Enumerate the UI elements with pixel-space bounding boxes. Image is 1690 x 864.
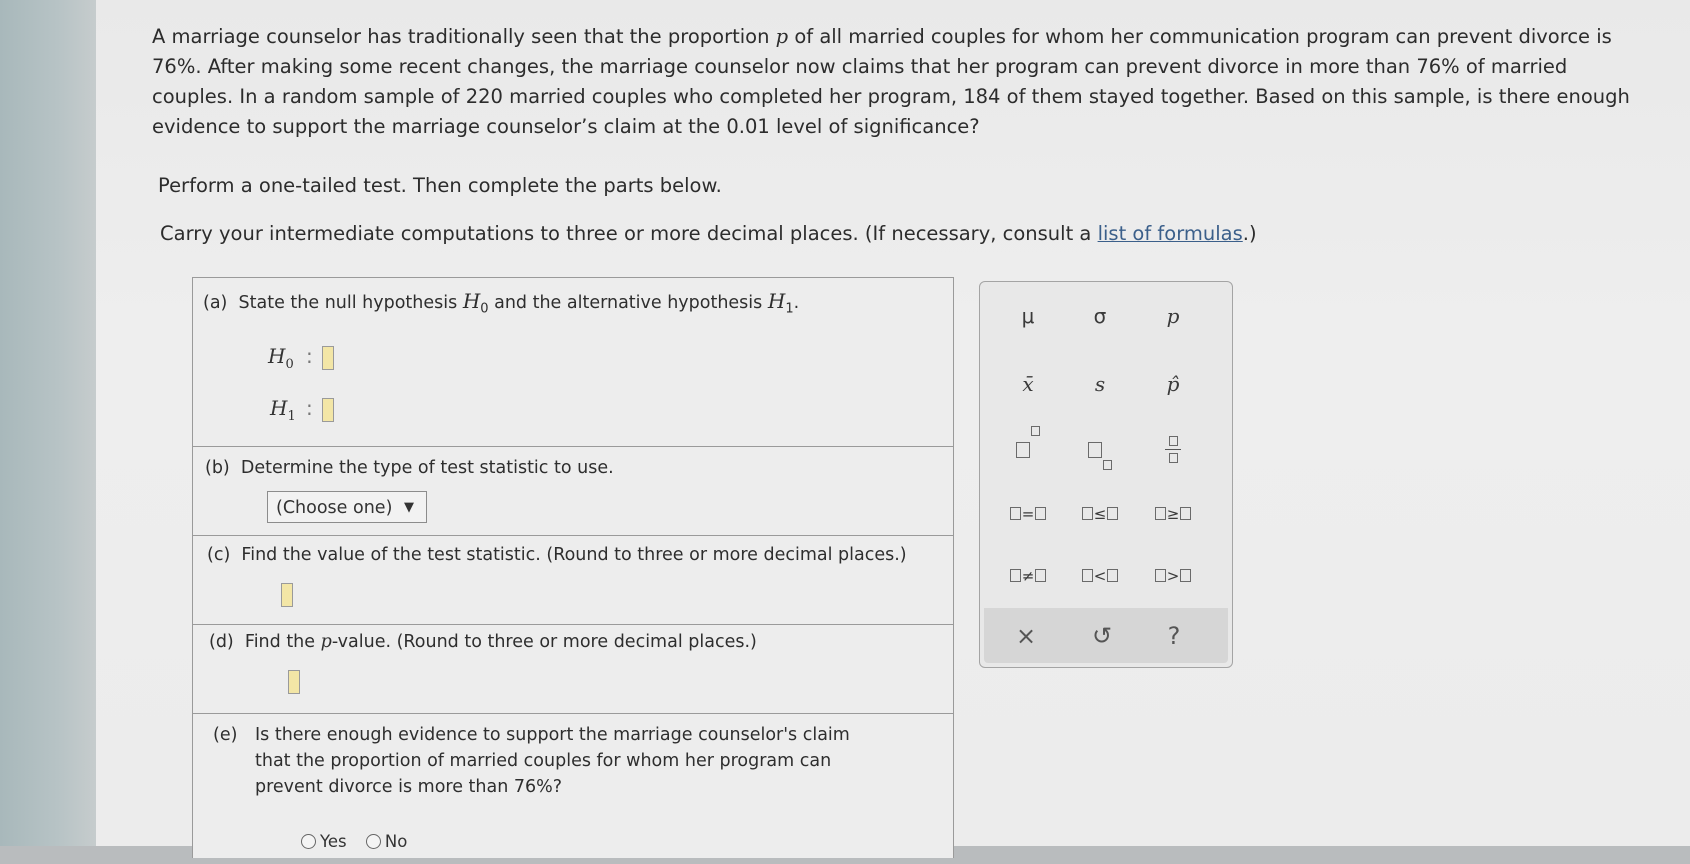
equals-symbol: = — [1021, 504, 1035, 523]
not-equal-symbol: ≠ — [1021, 566, 1035, 585]
option-yes[interactable] — [301, 832, 347, 851]
h0-answer-box[interactable] — [322, 346, 334, 370]
part-d — [193, 625, 953, 714]
part-e-label: (e) — [213, 725, 238, 745]
part-b-label: (b) — [205, 458, 230, 478]
part-e — [193, 714, 953, 864]
left-margin — [0, 0, 96, 846]
less-than-symbol: < — [1093, 566, 1107, 585]
part-c — [193, 536, 953, 625]
h0-colon: : — [306, 344, 313, 368]
h0-symbol: H — [462, 289, 481, 313]
part-a-text-mid: and the alternative hypothesis — [488, 293, 768, 313]
h0-row-subscript: 0 — [285, 357, 294, 372]
h0-row-letter: H — [268, 344, 286, 368]
part-b — [193, 447, 953, 536]
undo-icon[interactable]: ↺ — [1091, 622, 1113, 650]
problem-text-2: of all married couples for whom her communication program can prevent divorce is 76%. After making some recent changes, the marriage counselor now claims that her program can prevent divorce in more than 76% of married couples. In a random sample of 220 married couples who completed her program, 184 of them stayed together. Based on this sample, is there enough evidence to support the marriage counselor’s claim at the 0.01 level of significance? — [152, 25, 1630, 138]
question-panel — [192, 277, 954, 858]
sigma-button[interactable]: σ — [1093, 304, 1107, 328]
problem-statement — [152, 22, 1652, 142]
dropdown-arrow-icon: ▼ — [404, 500, 414, 515]
p-button[interactable]: p — [1166, 304, 1180, 328]
superscript-button[interactable] — [998, 426, 1058, 470]
instruction-decimals — [160, 222, 1257, 245]
part-a-text-pre: State the null hypothesis — [238, 293, 463, 313]
fraction-button[interactable] — [1143, 426, 1203, 470]
h1-row-letter: H — [270, 396, 288, 420]
math-keypad — [979, 281, 1233, 668]
h1-subscript: 1 — [785, 301, 794, 317]
h1-row-subscript: 1 — [287, 409, 296, 424]
greater-equal-symbol: ≥ — [1166, 504, 1180, 523]
subscript-icon — [1088, 436, 1112, 460]
part-b-prompt — [205, 455, 614, 481]
radio-yes-icon[interactable] — [301, 834, 316, 849]
less-equal-symbol: ≤ — [1093, 504, 1107, 523]
s-button[interactable]: s — [1094, 372, 1106, 396]
less-than-button[interactable] — [1070, 552, 1130, 596]
greater-equal-button[interactable] — [1143, 490, 1203, 534]
radio-no-icon[interactable] — [366, 834, 381, 849]
xbar-button[interactable]: x̄ — [1022, 372, 1034, 396]
part-d-text-pre: Find the — [244, 632, 321, 652]
select-value: (Choose one) — [276, 498, 393, 518]
yes-no-options — [301, 832, 421, 851]
option-no[interactable] — [366, 832, 407, 851]
clear-icon[interactable]: × — [1015, 622, 1037, 650]
h1-answer-box[interactable] — [322, 398, 334, 422]
part-d-label: (d) — [209, 632, 234, 652]
part-c-label: (c) — [207, 545, 231, 565]
keypad-footer — [984, 608, 1228, 663]
help-icon[interactable]: ? — [1167, 622, 1181, 650]
part-e-text: Is there enough evidence to support the marriage counselor's claim that the proportion of married couples for whom her program can prevent divorce is more than 76%? — [255, 725, 850, 797]
part-a-text-post: . — [793, 293, 800, 313]
part-b-text: Determine the type of test statistic to use. — [240, 458, 614, 478]
part-c-prompt — [207, 542, 907, 568]
test-statistic-answer-box[interactable] — [281, 583, 293, 607]
greater-than-symbol: > — [1166, 566, 1180, 585]
superscript-icon — [1016, 436, 1040, 460]
equals-button[interactable] — [998, 490, 1058, 534]
formulas-link[interactable]: list of formulas — [1097, 222, 1243, 245]
variable-p: p — [775, 25, 789, 48]
h0-row-label — [268, 344, 294, 372]
fraction-icon — [1165, 436, 1181, 464]
option-no-label: No — [384, 832, 408, 851]
not-equal-button[interactable] — [998, 552, 1058, 596]
mu-button[interactable]: μ — [1021, 304, 1035, 328]
part-d-prompt — [209, 629, 757, 655]
greater-than-button[interactable] — [1143, 552, 1203, 596]
less-equal-button[interactable] — [1070, 490, 1130, 534]
p-value-answer-box[interactable] — [288, 670, 300, 694]
option-yes-label: Yes — [320, 832, 347, 851]
phat-button[interactable]: p̂ — [1166, 372, 1180, 396]
part-c-text: Find the value of the test statistic. (Round to three or more decimal places.) — [241, 545, 907, 565]
instruction-decimals-text: Carry your intermediate computations to three or more decimal places. (If necessary, consult a — [160, 222, 1098, 245]
problem-text-1: A marriage counselor has traditionally seen that the proportion — [152, 25, 776, 48]
part-a-prompt — [203, 288, 799, 323]
h1-symbol: H — [767, 289, 786, 313]
part-d-text-post: -value. (Round to three or more decimal places.) — [331, 632, 757, 652]
instruction-one-tailed: Perform a one-tailed test. Then complete the parts below. — [158, 174, 722, 197]
h0-subscript: 0 — [480, 301, 489, 317]
h1-colon: : — [306, 396, 313, 420]
part-a — [193, 278, 953, 447]
h1-row-label — [270, 396, 296, 424]
subscript-button[interactable] — [1070, 426, 1130, 470]
instruction-decimals-end: .) — [1242, 222, 1257, 245]
p-variable: p — [320, 632, 332, 652]
part-a-label: (a) — [203, 293, 228, 313]
test-statistic-select[interactable] — [267, 491, 427, 523]
